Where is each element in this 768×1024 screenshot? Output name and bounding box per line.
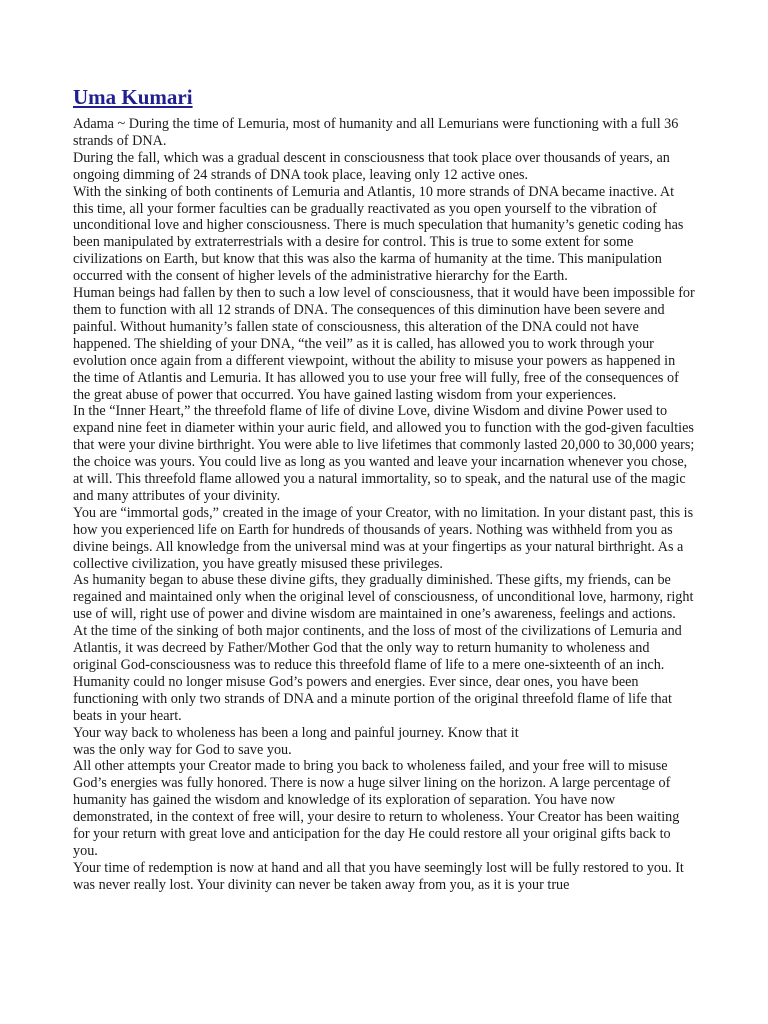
document-body xyxy=(73,116,695,894)
paragraph-7: As humanity began to abuse these divine gifts, they gradually diminished. These gifts, my friends, can be regained and maintained only when the original level of consciousness, of unconditional love, harmony, right use of will, right use of power and divine wisdom are maintained in one’s awareness, feelings and actions. xyxy=(73,572,694,623)
paragraph-6: You are “immortal gods,” created in the image of your Creator, with no limitation. In your distant past, this is how you experienced life on Earth for hundreds of thousands of years. Nothing was withheld from you as divine beings. All knowledge from the universal mind was at your fingertips as your natural birthright. As a collective civilization, you have greatly misused these privileges. xyxy=(73,504,694,572)
document-page xyxy=(73,84,695,894)
paragraph-12: Your time of redemption is now at hand and all that you have seemingly lost will be fully restored to you. It was never really lost. Your divinity can never be taken away from you, as it is your true xyxy=(73,859,684,893)
paragraph-11: All other attempts your Creator made to bring you back to wholeness failed, and your free will to misuse God’s energies was fully honored. There is now a huge silver lining on the horizon. A large percentage of humanity has gained the wisdom and knowledge of its exploration of separation. You have now demonstrated, in the context of free will, your desire to return to wholeness. Your Creator has been waiting for your return with great love and anticipation for the day He could restore all your original gifts back to you. xyxy=(73,758,680,859)
paragraph-10: was the only way for God to save you. xyxy=(73,741,292,758)
paragraph-1: Adama ~ During the time of Lemuria, most of humanity and all Lemurians were functioning with a full 36 strands of DNA. xyxy=(73,116,679,149)
paragraph-4: Human beings had fallen by then to such a low level of consciousness, that it would have been impossible for them to function with all 12 strands of DNA. The consequences of this diminution have been severe and painful. Without humanity’s fallen state of consciousness, this alteration of the DNA could not have happened. The shielding of your DNA, “the veil” as it is called, has allowed you to work through your evolution once again from a different viewpoint, without the ability to misuse your powers as happened in the time of Atlantis and Lemuria. It has allowed you to use your free will fully, free of the consequences of the great abuse of power that occurred. You have gained lasting wisdom from your experiences. xyxy=(73,285,695,403)
paragraph-3: With the sinking of both continents of Lemuria and Atlantis, 10 more strands of DNA became inactive. At this time, all your former faculties can be gradually reactivated as you open yourself to the vibration of unconditional love and higher consciousness. There is much speculation that humanity’s genetic coding has been manipulated by extraterrestrials with a desire for control. This is true to some extent for some civilizations on Earth, but know that this was also the karma of humanity at the time. This manipulation occurred with the consent of higher levels of the administrative hierarchy for the Earth. xyxy=(73,183,684,285)
paragraph-9: Your way back to wholeness has been a long and painful journey. Know that it xyxy=(73,724,519,741)
paragraph-8: At the time of the sinking of both major continents, and the loss of most of the civilizations of Lemuria and Atlantis, it was decreed by Father/Mother God that the only way to return humanity to wholeness and original God-consciousness was to reduce this threefold flame of life to a mere one-sixteenth of an inch. Humanity could no longer misuse God’s powers and energies. Ever since, dear ones, you have been functioning with only two strands of DNA and a minute portion of the original threefold flame of life that beats in your heart. xyxy=(73,623,682,724)
paragraph-5: In the “Inner Heart,” the threefold flame of life of divine Love, divine Wisdom and divine Power used to expand nine feet in diameter within your auric field, and allowed you to function with the god-given faculties that were your divine birthright. You were able to live lifetimes that commonly lasted 20,000 to 30,000 years; the choice was yours. You could live as long as you wanted and leave your incarnation whenever you chose, at will. This threefold flame allowed you a natural immortality, so to speak, and the natural use of the magic and many attributes of your divinity. xyxy=(73,403,695,504)
document-title: Uma Kumari xyxy=(73,85,193,109)
paragraph-2: During the fall, which was a gradual descent in consciousness that took place over thousands of years, an ongoing dimming of 24 strands of DNA took place, leaving only 12 active ones. xyxy=(73,149,670,183)
